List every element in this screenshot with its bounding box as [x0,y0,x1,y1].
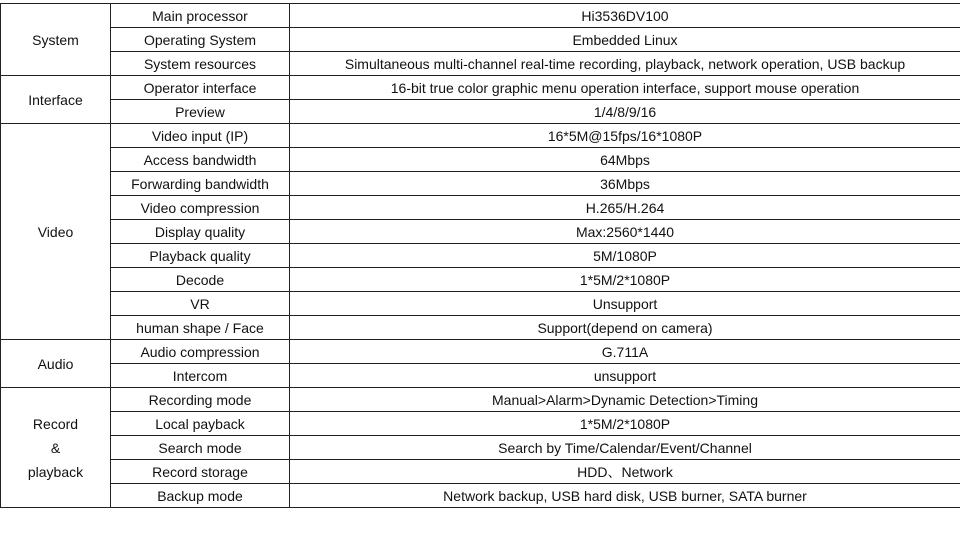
spec-table-body [1,4,960,508]
item-label: VR [111,292,290,316]
item-value: Manual>Alarm>Dynamic Detection>Timing [290,388,960,412]
table-row [1,364,960,388]
category-label-line-2: & [50,439,61,456]
category-label: Video [37,223,74,240]
item-value: Embedded Linux [290,28,960,52]
category-label: Audio [37,355,74,372]
item-value: Simultaneous multi-channel real-time recording, playback, network operation, USB backup [290,52,960,76]
item-value: Hi3536DV100 [290,4,960,28]
table-row [1,244,960,268]
item-label: Display quality [111,220,290,244]
item-label: Record storage [111,460,290,484]
item-value: 1/4/8/9/16 [290,100,960,124]
table-row [1,460,960,484]
item-value: G.711A [290,340,960,364]
table-row [1,268,960,292]
item-value: Max:2560*1440 [290,220,960,244]
item-value: Support(depend on camera) [290,316,960,340]
item-value: unsupport [290,364,960,388]
item-label: Decode [111,268,290,292]
category-label-line-3: playback [27,463,84,480]
table-row [1,52,960,76]
item-label: Intercom [111,364,290,388]
table-row [1,436,960,460]
table-row [1,316,960,340]
table-row [1,172,960,196]
item-label: Audio compression [111,340,290,364]
category-cell-interface [1,76,111,124]
item-label: Video input (IP) [111,124,290,148]
category-cell-audio [1,340,111,388]
item-value: 16*5M@15fps/16*1080P [290,124,960,148]
item-value: 16-bit true color graphic menu operation interface, support mouse operation [290,76,960,100]
item-label: Playback quality [111,244,290,268]
table-row [1,220,960,244]
table-row [1,292,960,316]
item-label: Backup mode [111,484,290,508]
table-row [1,388,960,412]
item-value: 64Mbps [290,148,960,172]
item-value: 5M/1080P [290,244,960,268]
category-label: Interface [28,91,83,108]
item-value: Search by Time/Calendar/Event/Channel [290,436,960,460]
item-label: Local payback [111,412,290,436]
item-value: 36Mbps [290,172,960,196]
table-row [1,148,960,172]
item-label: Search mode [111,436,290,460]
item-value: Network backup, USB hard disk, USB burner, SATA burner [290,484,960,508]
category-label-line-1: Record [32,415,79,432]
category-label: System [32,31,79,48]
item-value: 1*5M/2*1080P [290,268,960,292]
item-label: human shape / Face [111,316,290,340]
table-row [1,412,960,436]
table-row [1,484,960,508]
item-label: Main processor [111,4,290,28]
table-row [1,28,960,52]
item-label: Forwarding bandwidth [111,172,290,196]
item-label: Preview [111,100,290,124]
item-value: Unsupport [290,292,960,316]
item-label: Recording mode [111,388,290,412]
item-label: System resources [111,52,290,76]
category-cell-system [1,4,111,76]
item-label: Operator interface [111,76,290,100]
item-value: 1*5M/2*1080P [290,412,960,436]
category-cell-video [1,124,111,340]
table-row [1,196,960,220]
item-label: Video compression [111,196,290,220]
table-row [1,100,960,124]
table-row [1,340,960,364]
table-row [1,76,960,100]
item-value: H.265/H.264 [290,196,960,220]
category-cell-record-playback [1,388,111,508]
item-value: HDD、Network [290,460,960,484]
spec-table [0,3,960,508]
table-row [1,4,960,28]
item-label: Operating System [111,28,290,52]
table-row [1,124,960,148]
item-label: Access bandwidth [111,148,290,172]
